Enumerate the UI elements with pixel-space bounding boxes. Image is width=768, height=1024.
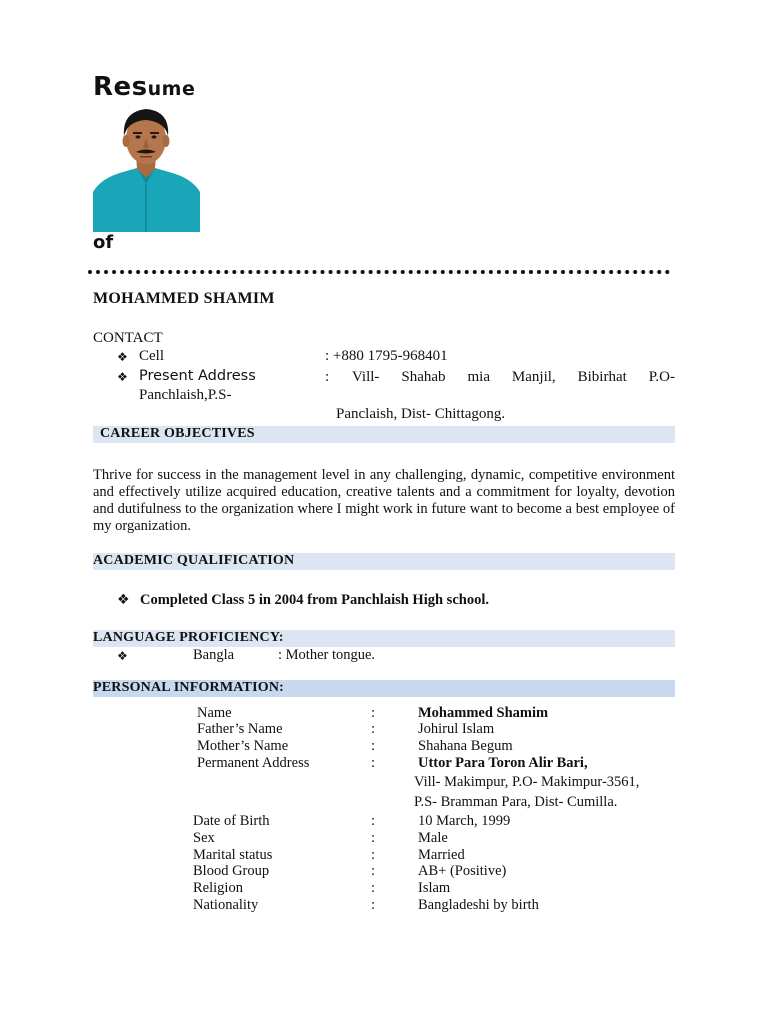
diamond-bullet-icon: ❖: [117, 592, 130, 608]
present-address-line2: Panchlaish,P.S-: [139, 387, 232, 403]
personal-label: Name: [197, 705, 232, 721]
dotted-divider: [88, 270, 670, 274]
present-address-colon: :: [325, 369, 330, 385]
academic-item: Completed Class 5 in 2004 from Panchlaish High school.: [140, 592, 489, 608]
personal-colon: :: [371, 830, 376, 846]
personal-value: Shahana Begum: [418, 738, 513, 754]
academic-heading: ACADEMIC QUALIFICATION: [93, 553, 295, 568]
permanent-address-line3: P.S- Bramman Para, Dist- Cumilla.: [414, 794, 618, 810]
present-address-label: Present Address: [139, 368, 256, 384]
address-word: mia: [467, 369, 490, 385]
profile-photo-svg: [93, 106, 200, 232]
personal-colon: :: [371, 721, 376, 737]
personal-label: Mother’s Name: [197, 738, 289, 754]
personal-colon: :: [371, 755, 376, 771]
cell-value: : +880 1795-968401: [325, 348, 448, 364]
contact-heading: CONTACT: [93, 330, 163, 346]
resume-title: [93, 72, 195, 102]
personal-value: Mohammed Shamim: [418, 705, 549, 721]
present-address-line1: [352, 369, 675, 386]
diamond-bullet-icon: ❖: [117, 370, 128, 384]
diamond-bullet-icon: ❖: [117, 649, 128, 663]
personal-label: Nationality: [193, 897, 259, 913]
personal-value: Bangladeshi by birth: [418, 897, 539, 913]
personal-value: Male: [418, 830, 448, 846]
personal-colon: :: [371, 738, 376, 754]
address-word: Shahab: [401, 369, 446, 385]
personal-label: Marital status: [193, 847, 273, 863]
personal-label: Sex: [193, 830, 215, 846]
personal-value: Islam: [418, 880, 451, 896]
personal-label: Blood Group: [193, 863, 270, 879]
career-objectives-heading: CAREER OBJECTIVES: [100, 426, 255, 441]
address-word: P.O-: [648, 369, 675, 385]
personal-label: Father’s Name: [197, 721, 283, 737]
language-heading: LANGUAGE PROFICIENCY:: [93, 630, 284, 645]
personal-colon: :: [371, 863, 376, 879]
personal-colon: :: [371, 813, 376, 829]
address-word: Manjil,: [511, 369, 556, 385]
personal-label: Religion: [193, 880, 243, 896]
personal-value: Married: [418, 847, 465, 863]
personal-value: AB+ (Positive): [418, 863, 507, 879]
title-small: ume: [147, 78, 196, 100]
personal-colon: :: [371, 847, 376, 863]
person-name: MOHAMMED SHAMIM: [93, 290, 275, 307]
personal-colon: :: [371, 897, 376, 913]
of-label: of: [93, 232, 114, 253]
personal-value: Uttor Para Toron Alir Bari,: [418, 755, 588, 771]
personal-value: Johirul Islam: [418, 721, 495, 737]
personal-colon: :: [371, 880, 376, 896]
personal-heading: PERSONAL INFORMATION:: [93, 680, 285, 695]
profile-photo: [93, 106, 200, 232]
language-level: : Mother tongue.: [278, 647, 376, 663]
diamond-bullet-icon: ❖: [117, 350, 128, 364]
personal-value: 10 March, 1999: [418, 813, 511, 829]
title-big: Res: [93, 72, 148, 102]
personal-label: Permanent Address: [197, 755, 310, 771]
career-objectives-text: Thrive for success in the management level in any challenging, dynamic, competitive environment and effectively utilize acquired education, creative talents and a commitment for loyalty, devotion and dutifulness to the organization where I might work in future want to become a best employee of my organization.: [93, 467, 675, 534]
personal-colon: :: [371, 705, 376, 721]
present-address-line3: Panclaish, Dist- Chittagong.: [336, 406, 506, 422]
address-word: Bibirhat: [577, 369, 627, 385]
address-word: Vill-: [352, 369, 380, 385]
language-name: Bangla: [193, 647, 235, 663]
permanent-address-line2: Vill- Makimpur, P.O- Makimpur-3561,: [414, 774, 640, 790]
personal-label: Date of Birth: [193, 813, 270, 829]
cell-label: Cell: [139, 348, 164, 364]
